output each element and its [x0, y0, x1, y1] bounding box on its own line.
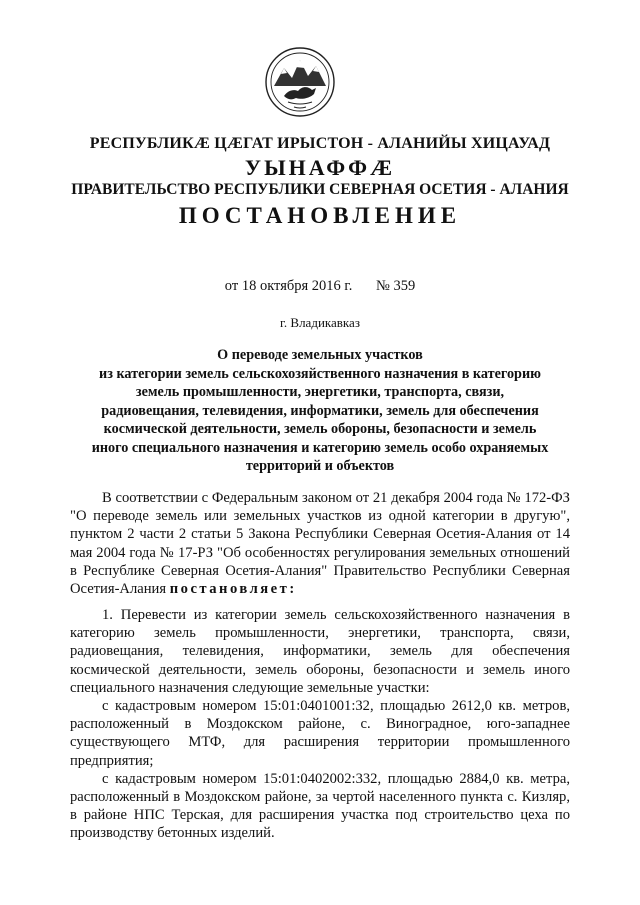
document-date: от 18 октября 2016 г.: [224, 278, 353, 294]
header-document-type: ПОСТАНОВЛЕНИЕ: [178, 203, 462, 228]
document-city: г. Владикавказ: [280, 315, 360, 330]
land-plot-item: с кадастровым номером 15:01:0401001:32, площадью 2612,0 кв. метров, расположенный в Моздокском районе, с. Виноградное, юго-западнее существующего МТФ, для расширения территории промышленного предприятия;: [70, 698, 570, 769]
title-line: космической деятельности, земель обороны, безопасности и земель: [103, 421, 537, 437]
coat-of-arms-emblem-icon: [264, 46, 336, 118]
section-1-intro: 1. Перевести из категории земель сельскохозяйственного назначения в категорию земель промышленности, энергетики, транспорта, связи, радиовещания, телевидения, информатики, земель для обеспечения космической деятельности, земель обороны, безопасности и земель иного специального назначения следующие земельные участки:: [70, 607, 570, 696]
section-1: [70, 606, 570, 843]
title-line: земель промышленности, энергетики, транспорта, связи,: [135, 384, 505, 400]
title-line: территорий и объектов: [245, 458, 395, 474]
title-line: О переводе земельных участков: [217, 347, 423, 363]
date-number-line: [60, 278, 580, 295]
preamble-paragraph: [70, 489, 570, 598]
title-line: иного специального назначения и категорию земель особо охраняемых: [91, 439, 549, 456]
title-line: из категории земель сельскохозяйственного назначения в категорию: [99, 365, 541, 382]
header-ossetian-government: РЕСПУБЛИКÆ ЦÆГАТ ИРЫСТОН - АЛАНИЙЫ ХИЦАУАД: [89, 135, 551, 152]
document-number: № 359: [375, 278, 416, 294]
title-line: радиовещания, телевидения, информатики, земель для обеспечения: [101, 402, 539, 419]
header-russian-government: ПРАВИТЕЛЬСТВО РЕСПУБЛИКИ СЕВЕРНАЯ ОСЕТИЯ - АЛАНИЯ: [71, 181, 569, 198]
preamble-text: В соответствии с Федеральным законом от 21 декабря 2004 года № 172-ФЗ "О переводе земель или земельных участков из одной категории в другую", пунктом 2 части 2 статьи 5 Закона Республики Северная Осетия-Алания от 14 мая 2004 года № 17-РЗ "Об особенностях регулирования земельных отношений в Республике Северная Осетия-Алания" Правительство Республики Северная Осетия-Алания: [70, 490, 570, 598]
preamble-verb: постановляет:: [169, 581, 297, 598]
header-ossetian-title: УЫНАФФÆ: [244, 155, 396, 180]
document-title: [60, 346, 580, 476]
land-plot-item: с кадастровым номером 15:01:0402002:332, площадью 2884,0 кв. метра, расположенный в Моздокском районе, за чертой населенного пункта с. Кизляр, в районе НПС Терская, для расширения участка под строительство цеха по производству бетонных изделий.: [70, 770, 570, 842]
